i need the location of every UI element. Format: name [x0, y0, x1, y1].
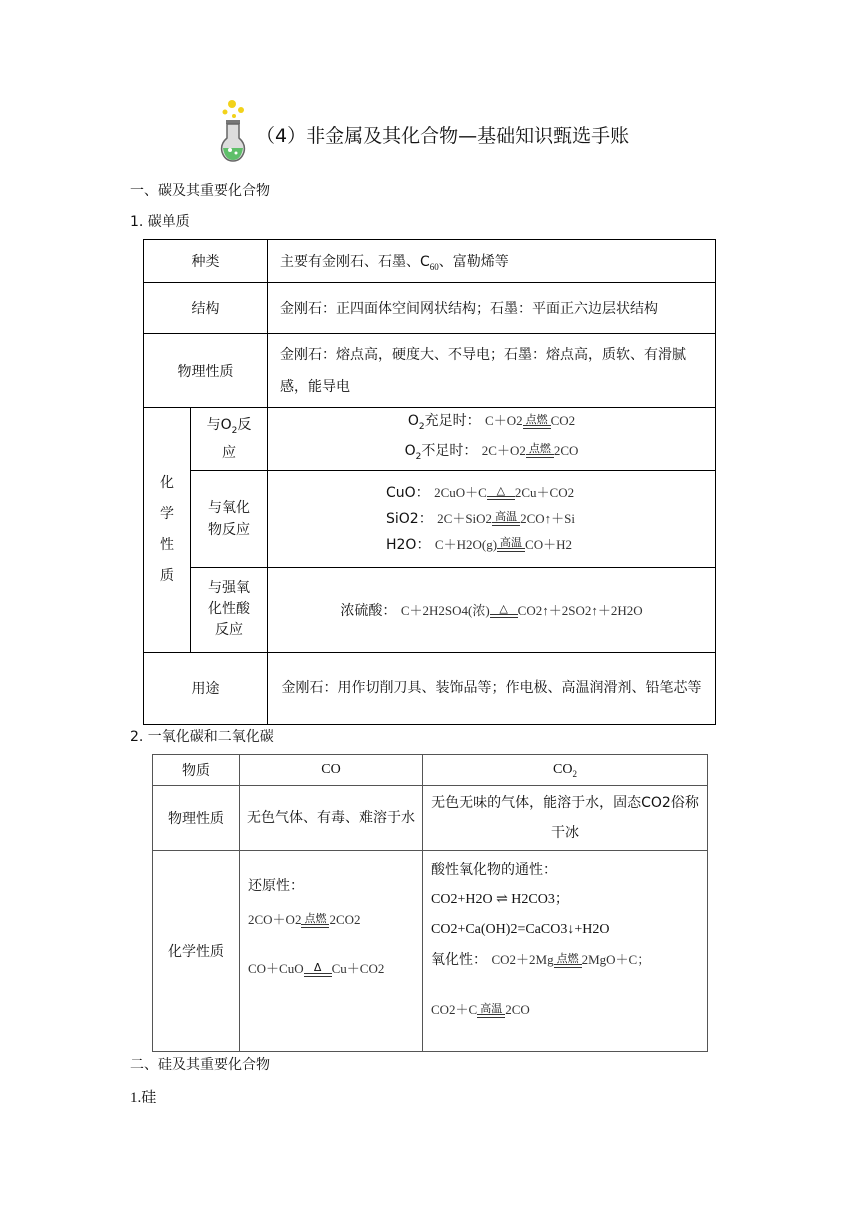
- reactant-label: SiO2：: [386, 510, 433, 527]
- co-co2-table: [152, 754, 708, 1052]
- row-label: 物理性质: [144, 334, 268, 408]
- chem-property-label: 化 学 性 质: [144, 408, 191, 653]
- reaction-condition: △: [499, 602, 508, 616]
- property-title: 还原性：: [248, 878, 304, 894]
- table-row: [153, 851, 708, 1052]
- acid-reaction-cell: [268, 567, 716, 652]
- table-row: [144, 240, 716, 283]
- section-heading: 二、硅及其重要化合物: [130, 1057, 270, 1073]
- row-label: 种类: [144, 240, 268, 283]
- equation-left: C＋H2O(g): [434, 536, 498, 552]
- equation-left: 2C＋O2: [481, 442, 526, 458]
- equation-left: CO＋CuO: [248, 961, 304, 976]
- property-title: 酸性氧化物的通性：: [431, 862, 557, 878]
- equation-left: C＋O2: [485, 413, 523, 428]
- reaction-condition: 点燃: [525, 412, 548, 426]
- equation-left: CO2＋2Mg: [491, 952, 554, 967]
- reaction-condition: 高温: [480, 1001, 503, 1015]
- table-row: [144, 408, 716, 471]
- equation: CO2+H2O ⇌ H2CO3；: [431, 892, 569, 907]
- reaction-condition: 点燃: [528, 442, 551, 456]
- reactant-label: H2O：: [386, 536, 431, 553]
- reaction-condition: 高温: [495, 510, 518, 524]
- equation-right: CO2↑＋2SO2↑＋2H2O: [517, 602, 643, 618]
- equation-left: 2CO＋O2: [248, 912, 302, 927]
- equation-right: 2CO↑＋Si: [520, 510, 575, 526]
- equation-right: 2MgO＋C；: [581, 952, 651, 967]
- o2-reaction-label: 与$O_2$反 应: [191, 408, 268, 471]
- co2-chemical: [423, 851, 708, 1052]
- equation-right: 2Cu＋CO2: [514, 484, 575, 500]
- equation-right: Cu＋CO2: [331, 961, 385, 976]
- oxide-reaction-cell: [268, 470, 716, 567]
- table-row: [144, 567, 716, 652]
- oxide-reaction-label: 与氧化 物反应: [191, 470, 268, 567]
- equation-right: 2CO: [553, 442, 579, 458]
- table-row: [144, 283, 716, 334]
- acid-reaction-label: 与强氧 化性酸 反应: [191, 567, 268, 652]
- reactant-label: CuO：: [386, 484, 430, 501]
- reactant-label: 浓硫酸：: [340, 602, 397, 619]
- subsection-heading: 2. 一氧化碳和二氧化碳: [130, 729, 274, 745]
- row-label: 化学性质: [153, 851, 240, 1052]
- table-row: [153, 786, 708, 851]
- co2-physical: 无色无味的气体，能溶于水，固态CO2俗称干冰: [423, 786, 708, 851]
- column-header: 物质: [153, 755, 240, 786]
- row-label: 结构: [144, 283, 268, 334]
- section-heading: 一、碳及其重要化合物: [130, 183, 270, 199]
- row-label: 物理性质: [153, 786, 240, 851]
- reaction-condition: 点燃: [304, 911, 327, 925]
- row-value: 金刚石：用作切削刀具、装饰品等；作电极、高温润滑剂、铅笔芯等: [268, 652, 716, 724]
- subsection-heading: 1.硅: [130, 1090, 157, 1106]
- equation-right: 2CO: [505, 1002, 530, 1017]
- row-value: 金刚石：熔点高，硬度大、不导电；石墨：熔点高，质软、有滑腻感，能导电: [268, 334, 716, 408]
- subsection-heading: 1. 碳单质: [130, 214, 190, 230]
- equation-left: C＋2H2SO4(浓): [400, 602, 490, 618]
- flask-icon: [216, 98, 250, 164]
- title-row: [216, 98, 629, 164]
- equation-left: CO2＋C: [431, 1002, 478, 1017]
- row-label: 用途: [144, 652, 268, 724]
- equation: CO2+Ca(OH)2=CaCO3↓+H2O: [431, 922, 610, 937]
- property-title: 氧化性：: [431, 952, 487, 968]
- reaction-condition: Δ: [313, 960, 322, 974]
- reaction-condition: 点燃: [556, 951, 579, 965]
- table-header-row: [153, 755, 708, 786]
- row-value: 金刚石：正四面体空间网状结构；石墨：平面正六边层状结构: [268, 283, 716, 334]
- row-value: 主要有金刚石、石墨、$C_{60}$、富勒烯等: [268, 240, 716, 283]
- equation-left: 2CuO＋C: [434, 484, 487, 500]
- table-row: [144, 334, 716, 408]
- co-physical: 无色气体、有毒、难溶于水: [240, 786, 423, 851]
- column-header: $CO_2$: [423, 755, 708, 786]
- reaction-condition: △: [496, 484, 506, 498]
- page-title: （4）非金属及其化合物—基础知识甄选手账: [256, 124, 630, 147]
- co-chemical: [240, 851, 423, 1052]
- equation-left: 2C＋SiO2: [437, 510, 493, 526]
- table-row: [144, 652, 716, 724]
- table-row: [144, 470, 716, 567]
- o2-reaction-cell: $O_2$充足时： C＋O2 点燃 CO2 $O_2$不足时： 2C＋O2 点燃 2CO: [268, 408, 716, 471]
- reaction-condition: 高温: [500, 536, 523, 550]
- equation-right: CO2: [550, 413, 576, 428]
- column-header: CO: [240, 755, 423, 786]
- equation-right: CO＋H2: [525, 536, 572, 552]
- equation-right: 2CO2: [329, 912, 361, 927]
- carbon-element-table: [143, 239, 716, 725]
